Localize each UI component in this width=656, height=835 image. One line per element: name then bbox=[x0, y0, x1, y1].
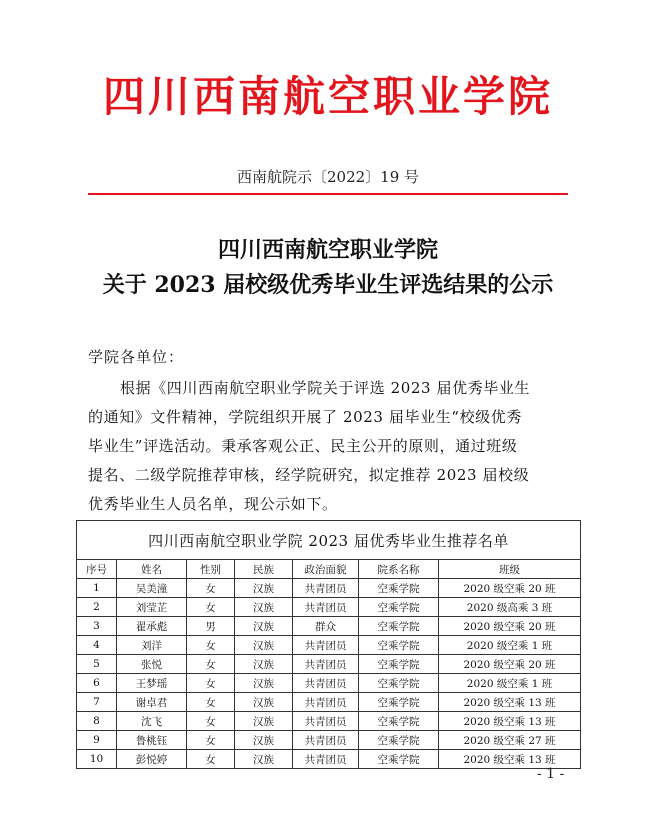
table-cell: 空乘学院 bbox=[359, 598, 439, 617]
table-cell: 2020 级高乘 3 班 bbox=[439, 598, 581, 617]
notice-body-line: 毕业生”评选活动。秉承客观公正、民主公开的原则，通过班级 bbox=[88, 437, 518, 455]
table-cell: 汉族 bbox=[235, 731, 293, 750]
table-cell: 女 bbox=[187, 579, 235, 598]
table-body bbox=[77, 579, 581, 769]
table-cell: 女 bbox=[187, 712, 235, 731]
table-cell: 彭悦婷 bbox=[117, 750, 187, 769]
table-row bbox=[77, 712, 581, 731]
notice-title-line2: 关于 2023 届校级优秀毕业生评选结果的公示 bbox=[102, 272, 554, 298]
table-cell: 翟承彪 bbox=[117, 617, 187, 636]
table-cell: 共青团员 bbox=[293, 636, 359, 655]
table-cell: 女 bbox=[187, 750, 235, 769]
table-cell: 4 bbox=[77, 636, 117, 655]
table-row bbox=[77, 617, 581, 636]
table-row bbox=[77, 579, 581, 598]
table-cell: 刘莹芷 bbox=[117, 598, 187, 617]
table-cell: 共青团员 bbox=[293, 598, 359, 617]
table-cell: 2020 级空乘 27 班 bbox=[439, 731, 581, 750]
table-cell: 2020 级空乘 20 班 bbox=[439, 579, 581, 598]
table-cell: 汉族 bbox=[235, 579, 293, 598]
nominee-table-container bbox=[76, 520, 580, 769]
column-header: 性别 bbox=[187, 560, 235, 579]
column-header: 姓名 bbox=[117, 560, 187, 579]
table-cell: 空乘学院 bbox=[359, 693, 439, 712]
table-cell: 吴美潼 bbox=[117, 579, 187, 598]
table-caption: 四川西南航空职业学院 2023 届优秀毕业生推荐名单 bbox=[77, 521, 581, 560]
table-cell: 空乘学院 bbox=[359, 674, 439, 693]
table-cell: 空乘学院 bbox=[359, 731, 439, 750]
table-cell: 共青团员 bbox=[293, 731, 359, 750]
page-number: - 1 - bbox=[537, 766, 565, 782]
table-cell: 汉族 bbox=[235, 636, 293, 655]
table-cell: 6 bbox=[77, 674, 117, 693]
table-cell: 女 bbox=[187, 731, 235, 750]
table-cell: 2 bbox=[77, 598, 117, 617]
table-cell: 汉族 bbox=[235, 750, 293, 769]
table-cell: 汉族 bbox=[235, 693, 293, 712]
notice-body bbox=[88, 374, 578, 519]
table-cell: 1 bbox=[77, 579, 117, 598]
table-cell: 沈飞 bbox=[117, 712, 187, 731]
table-cell: 共青团员 bbox=[293, 579, 359, 598]
table-cell: 共青团员 bbox=[293, 693, 359, 712]
table-cell: 汉族 bbox=[235, 617, 293, 636]
table-cell: 群众 bbox=[293, 617, 359, 636]
table-cell: 2020 级空乘 13 班 bbox=[439, 693, 581, 712]
table-row bbox=[77, 674, 581, 693]
table-cell: 男 bbox=[187, 617, 235, 636]
table-cell: 女 bbox=[187, 598, 235, 617]
table-cell: 2020 级空乘 1 班 bbox=[439, 636, 581, 655]
table-cell: 2020 级空乘 1 班 bbox=[439, 674, 581, 693]
table-cell: 张悦 bbox=[117, 655, 187, 674]
table-row bbox=[77, 655, 581, 674]
table-cell: 10 bbox=[77, 750, 117, 769]
table-row bbox=[77, 636, 581, 655]
table-cell: 刘洋 bbox=[117, 636, 187, 655]
table-cell: 2020 级空乘 20 班 bbox=[439, 617, 581, 636]
table-cell: 汉族 bbox=[235, 655, 293, 674]
table-cell: 女 bbox=[187, 674, 235, 693]
table-cell: 女 bbox=[187, 636, 235, 655]
table-cell: 7 bbox=[77, 693, 117, 712]
table-cell: 汉族 bbox=[235, 598, 293, 617]
column-header: 民族 bbox=[235, 560, 293, 579]
column-header: 序号 bbox=[77, 560, 117, 579]
table-cell: 5 bbox=[77, 655, 117, 674]
table-cell: 谢卓君 bbox=[117, 693, 187, 712]
table-cell: 女 bbox=[187, 655, 235, 674]
notice-body-line: 提名、二级学院推荐审核，经学院研究，拟定推荐 2023 届校级 bbox=[88, 466, 530, 484]
notice-title-line1: 四川西南航空职业学院 bbox=[217, 237, 438, 263]
document-number: 西南航院示〔2022〕19 号 bbox=[236, 168, 420, 186]
table-cell: 空乘学院 bbox=[359, 579, 439, 598]
table-cell: 共青团员 bbox=[293, 674, 359, 693]
table-cell: 共青团员 bbox=[293, 712, 359, 731]
table-cell: 汉族 bbox=[235, 674, 293, 693]
table-cell: 9 bbox=[77, 731, 117, 750]
column-header: 院系名称 bbox=[359, 560, 439, 579]
table-cell: 鲁桃钰 bbox=[117, 731, 187, 750]
table-cell: 2020 级空乘 13 班 bbox=[439, 750, 581, 769]
table-cell: 王梦瑶 bbox=[117, 674, 187, 693]
notice-body-line: 根据《四川西南航空职业学院关于评选 2023 届优秀毕业生 bbox=[120, 379, 531, 397]
column-header: 政治面貌 bbox=[293, 560, 359, 579]
table-row bbox=[77, 693, 581, 712]
notice-body-line: 的通知》文件精神，学院组织开展了 2023 届毕业生“校级优秀 bbox=[88, 408, 522, 426]
table-cell: 空乘学院 bbox=[359, 636, 439, 655]
column-header: 班级 bbox=[439, 560, 581, 579]
table-cell: 8 bbox=[77, 712, 117, 731]
table-cell: 3 bbox=[77, 617, 117, 636]
table-cell: 汉族 bbox=[235, 712, 293, 731]
salutation: 学院各单位： bbox=[88, 348, 185, 366]
table-cell: 2020 级空乘 20 班 bbox=[439, 655, 581, 674]
institution-header-title: 四川西南航空职业学院 bbox=[102, 72, 553, 121]
red-divider-line bbox=[88, 193, 568, 195]
table-cell: 2020 级空乘 13 班 bbox=[439, 712, 581, 731]
table-row bbox=[77, 731, 581, 750]
notice-body-line: 优秀毕业生人员名单，现公示如下。 bbox=[88, 495, 338, 513]
nominee-table bbox=[76, 520, 581, 769]
table-cell: 空乘学院 bbox=[359, 712, 439, 731]
table-cell: 空乘学院 bbox=[359, 750, 439, 769]
table-cell: 女 bbox=[187, 693, 235, 712]
table-cell: 空乘学院 bbox=[359, 617, 439, 636]
table-cell: 空乘学院 bbox=[359, 655, 439, 674]
table-cell: 共青团员 bbox=[293, 655, 359, 674]
table-cell: 共青团员 bbox=[293, 750, 359, 769]
table-row bbox=[77, 598, 581, 617]
table-header-row bbox=[77, 560, 581, 579]
table-row bbox=[77, 750, 581, 769]
